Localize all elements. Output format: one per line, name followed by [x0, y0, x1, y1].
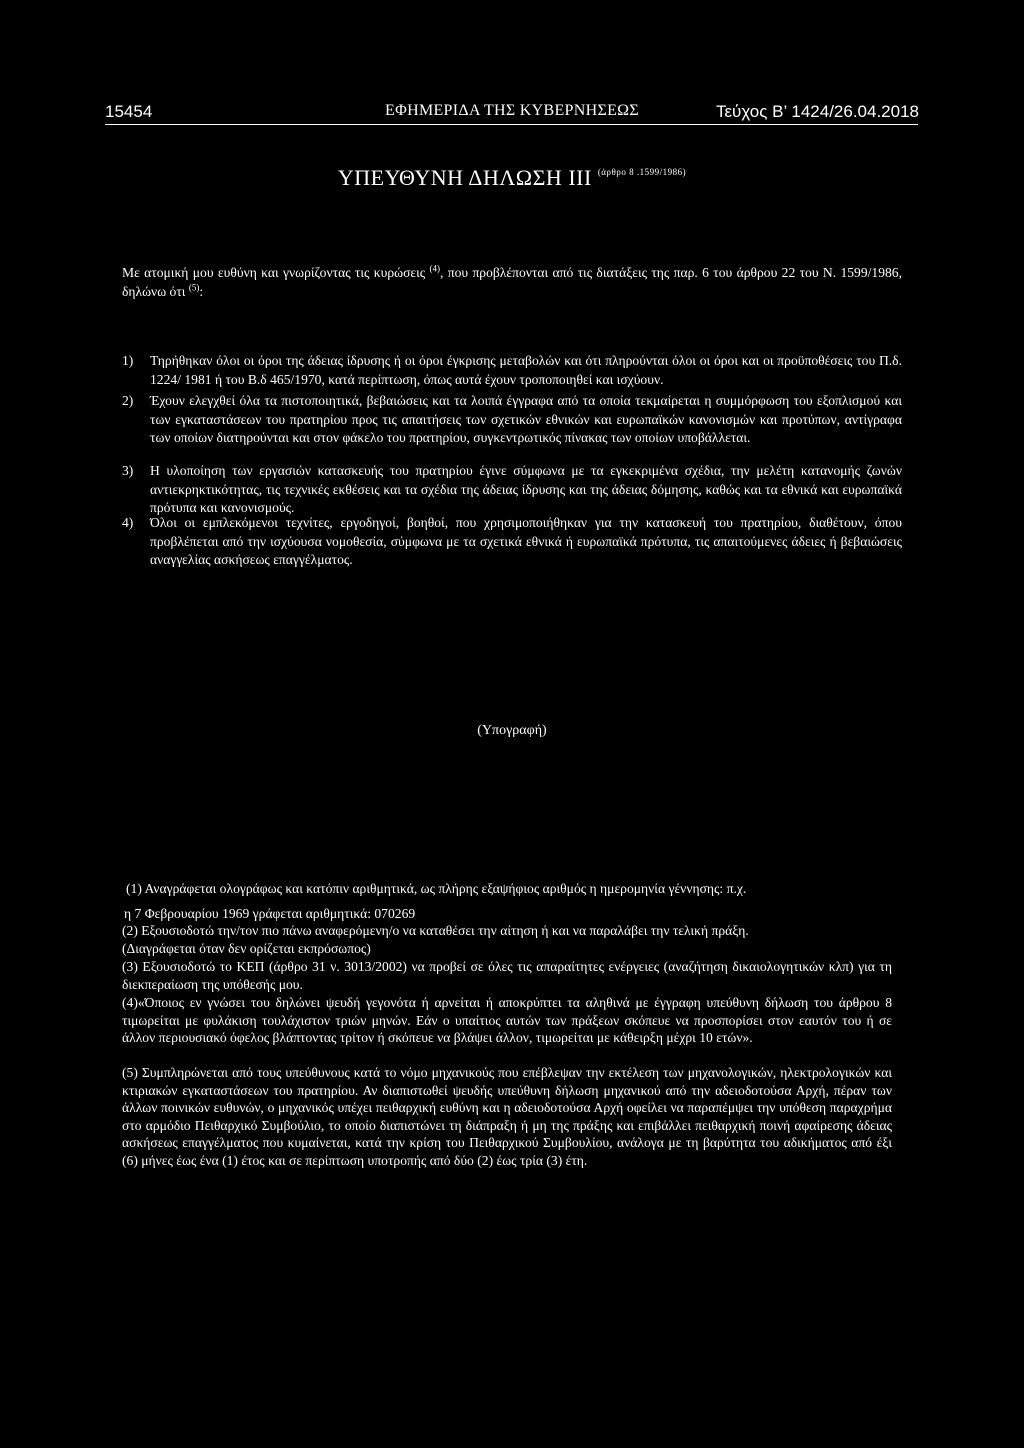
declaration-item — [122, 392, 902, 448]
item-number: 3) — [122, 463, 134, 478]
gazette-title: ΕΦΗΜΕΡΙΔΑ ΤΗΣ ΚΥΒΕΡΝΗΣΕΩΣ — [385, 102, 639, 119]
intro-paragraph — [122, 264, 902, 301]
intro-text-2: , που προβλέπονται από τις διατάξεις της παρ. 6 του άρθρου 22 του Ν. 1599/1986, δηλώνω ότι — [122, 265, 902, 299]
issue-reference: Τεύχος Β’ 1424/26.04.2018 — [715, 102, 919, 121]
item-number: 2) — [122, 393, 134, 408]
header-divider — [105, 124, 918, 125]
footnote-2: (2) Εξουσιοδοτώ την/τον πιο πάνω αναφερόμενη/ο να καταθέσει την αίτηση ή και να παραλάβει την τελική πράξη. — [122, 923, 749, 938]
footnote-5: (5) Συμπληρώνεται από τους υπεύθυνους κατά το νόμο μηχανικούς που επέβλεψαν την εκτέλεση των μηχανολογικών, ηλεκτρολογικών και κτιριακών εγκαταστάσεων του πρατηρίου. Αν διαπιστωθεί ψευδής υπεύθυνη δήλωση μηχανικού από την αδειοδοτούσα Αρχή, πέραν των άλλων ποινικών ευθυνών, ο μηχανικός υπέχει πειθαρχική ευθύνη και η αδειοδοτούσα Αρχή οφείλει να παραπέμψει την υπόθεση παραχρήμα στο αρμόδιο Πειθαρχικό Συμβούλιο, το οποίο διαπιστώνει τη διάπραξη ή μη της πράξης και επιβάλλει πειθαρχική ποινή αφαίρεσης άδειας ασκήσεως επαγγέλματος που κυμαίνεται, κατά την κρίση του Πειθαρχικού Συμβουλίου, ανάλογα με τη βαρύτητα του αδικήματος από έξι (6) μήνες έως ένα (1) έτος και σε περίπτωση υποτροπής από δύο (2) έως τρία (3) έτη. — [122, 1065, 892, 1168]
declaration-item — [122, 462, 902, 518]
intro-text-1: Με ατομική μου ευθύνη και γνωρίζοντας τις κυρώσεις — [122, 265, 430, 280]
footnote-2-note: (Διαγράφεται όταν δεν ορίζεται εκπρόσωπος) — [122, 941, 371, 956]
item-number: 4) — [122, 515, 134, 530]
footnote-4: (4)«Όποιος εν γνώσει του δηλώνει ψευδή γεγονότα ή αρνείται ή αποκρύπτει τα αληθινά με έγγραφη υπεύθυνη δήλωση του άρθρου 8 τιμωρείται με φυλάκιση τουλάχιστον τριών μηνών. Εάν ο υπαίτιος αυτών των πράξεων σκόπευε να προσπορίσει στον εαυτόν του ή σε άλλον περιουσιακό όφελος βλάπτοντας τρίτον ή σκόπευε να βλάψει άλλον, τιμωρείται με κάθειρξη μέχρι 10 ετών». — [122, 995, 892, 1046]
item-text: Έχουν ελεγχθεί όλα τα πιστοποιητικά, βεβαιώσεις και τα λοιπά έγγραφα από τα οποία τεκμαίρεται η συμμόρφωση του εξοπλισμού και των εγκαταστάσεων του πρατηρίου προς τις απαιτήσεις των σχετικών εθνικών και ευρωπαϊκών κανονισμών και προτύπων, αντίγραφα των οποίων διατηρούνται και στον φάκελο του πρατηρίου, συγκεντρωτικός πίνακας των οποίων υποβάλλεται. — [150, 393, 902, 446]
intro-text-3: : — [199, 283, 204, 299]
footnote-3: (3) Εξουσιοδοτώ το ΚΕΠ (άρθρο 31 ν. 3013/2002) να προβεί σε όλες τις απαραίτητες ενέργειες (αναζήτηση δικαιολογητικών κλπ) για τη διεκπεραίωση της υπόθεσής μου. — [122, 959, 892, 992]
item-text: Όλοι οι εμπλεκόμενοι τεχνίτες, εργοδηγοί, βοηθοί, που χρησιμοποιήθηκαν για την κατασκευή του πρατηρίου, διαθέτουν, όπου προβλέπεται από την ισχύουσα νομοθεσία, σύμφωνα με τα σχετικά εθνικά ή ευρωπαϊκά πρότυπα, τις απαιτούμενες άδειες ή βεβαιώσεις αναγγελίας ασκήσεως επαγγέλματος. — [150, 515, 902, 568]
declaration-title-reference: (άρθρο 8 .1599/1986) — [597, 167, 687, 177]
intro-sup-2: (5) — [188, 282, 200, 293]
intro-sup-1: (4) — [429, 263, 440, 274]
item-text: Η υλοποίηση των εργασιών κατασκευής του πρατηρίου έγινε σύμφωνα με τα εγκεκριμένα σχέδια, την μελέτη κατανομής ζωνών αντιεκρηκτικότητας, τις τεχνικές εκθέσεις και τα σχέδια της άδειας ίδρυσης και της άδειας δόμησης, καθώς και τα εθνικά και ευρωπαϊκά πρότυπα και κανονισμούς. — [150, 463, 902, 516]
footnote-1-example: η 7 Φεβρουαρίου 1969 γράφεται αριθμητικά: 070269 — [124, 906, 416, 921]
declaration-title — [0, 165, 1024, 191]
footnote-1: (1) Αναγράφεται ολογράφως και κατόπιν αριθμητικά, ως πλήρης εξαψήφιος αριθμός η ημερομηνία γέννησης: π.χ. — [126, 881, 747, 896]
signature-label: (Υπογραφή) — [477, 723, 547, 738]
declaration-item — [122, 352, 902, 389]
item-text: Τηρήθηκαν όλοι οι όροι της άδειας ίδρυσης ή οι όροι έγκρισης μεταβολών και ότι πληρούνται όλοι οι όροι και οι προϋποθέσεις του Π.δ. 1224/ 1981 ή του Β.δ 465/1970, κατά περίπτωση, όπως αυτά έχουν τροποποιηθεί και ισχύουν. — [150, 353, 902, 387]
declaration-item — [122, 514, 902, 570]
declaration-title-text: ΥΠΕΥΘΥΝΗ ΔΗΛΩΣΗ ΙΙΙ — [337, 165, 592, 190]
page-number: 15454 — [105, 102, 153, 121]
item-number: 1) — [122, 353, 134, 368]
